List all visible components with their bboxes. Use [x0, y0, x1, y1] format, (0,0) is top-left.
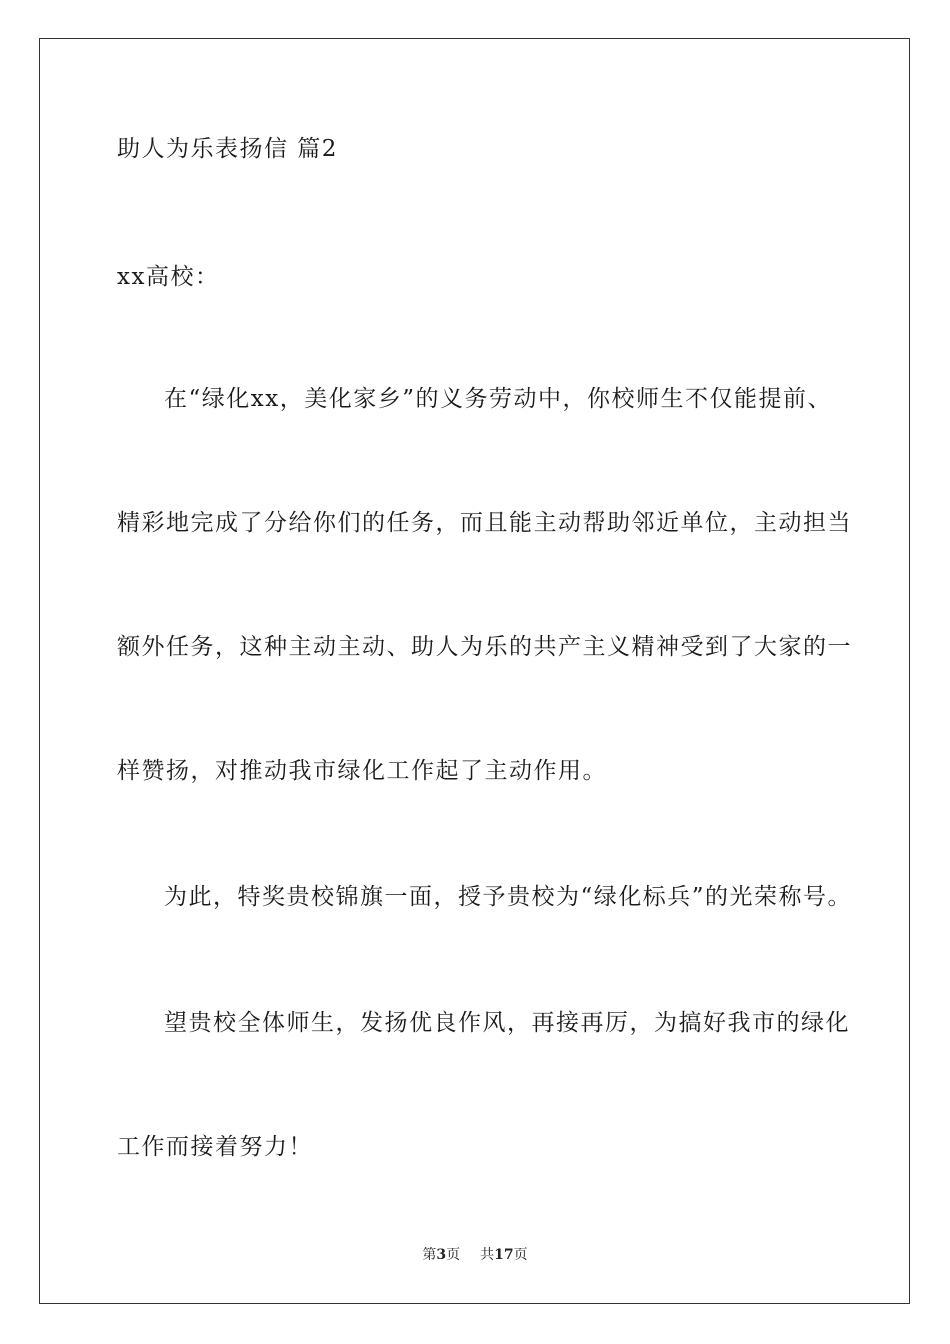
page-prefix: 第	[422, 1247, 437, 1263]
page-footer	[0, 1246, 950, 1264]
paragraph-1-line-1: 在“绿化xx，美化家乡”的义务劳动中，你校师生不仅能提前、	[164, 386, 832, 412]
total-pages: 17	[494, 1247, 514, 1263]
page-number: 3	[436, 1247, 447, 1263]
total-suffix: 页	[513, 1247, 528, 1263]
paragraph-3-line-1: 望贵校全体师生，发扬优良作风，再接再厉，为搞好我市的绿化	[164, 1010, 850, 1036]
paragraph-1-line-2: 精彩地完成了分给你们的任务，而且能主动帮助邻近单位，主动担当	[117, 510, 852, 536]
paragraph-2-line-1: 为此，特奖贵校锦旗一面，授予贵校为“绿化标兵”的光荣称号。	[164, 884, 853, 910]
paragraph-1-line-3: 额外任务，这种主动主动、助人为乐的共产主义精神受到了大家的一	[117, 634, 852, 660]
salutation: xx高校：	[117, 264, 220, 290]
paragraph-1-line-4: 样赞扬，对推动我市绿化工作起了主动作用。	[117, 758, 607, 784]
page-suffix: 页	[446, 1247, 461, 1263]
document-title: 助人为乐表扬信 篇2	[117, 136, 338, 162]
paragraph-3-line-2: 工作而接着努力！	[117, 1134, 313, 1160]
total-prefix: 共	[480, 1247, 495, 1263]
page-border	[39, 38, 910, 1304]
